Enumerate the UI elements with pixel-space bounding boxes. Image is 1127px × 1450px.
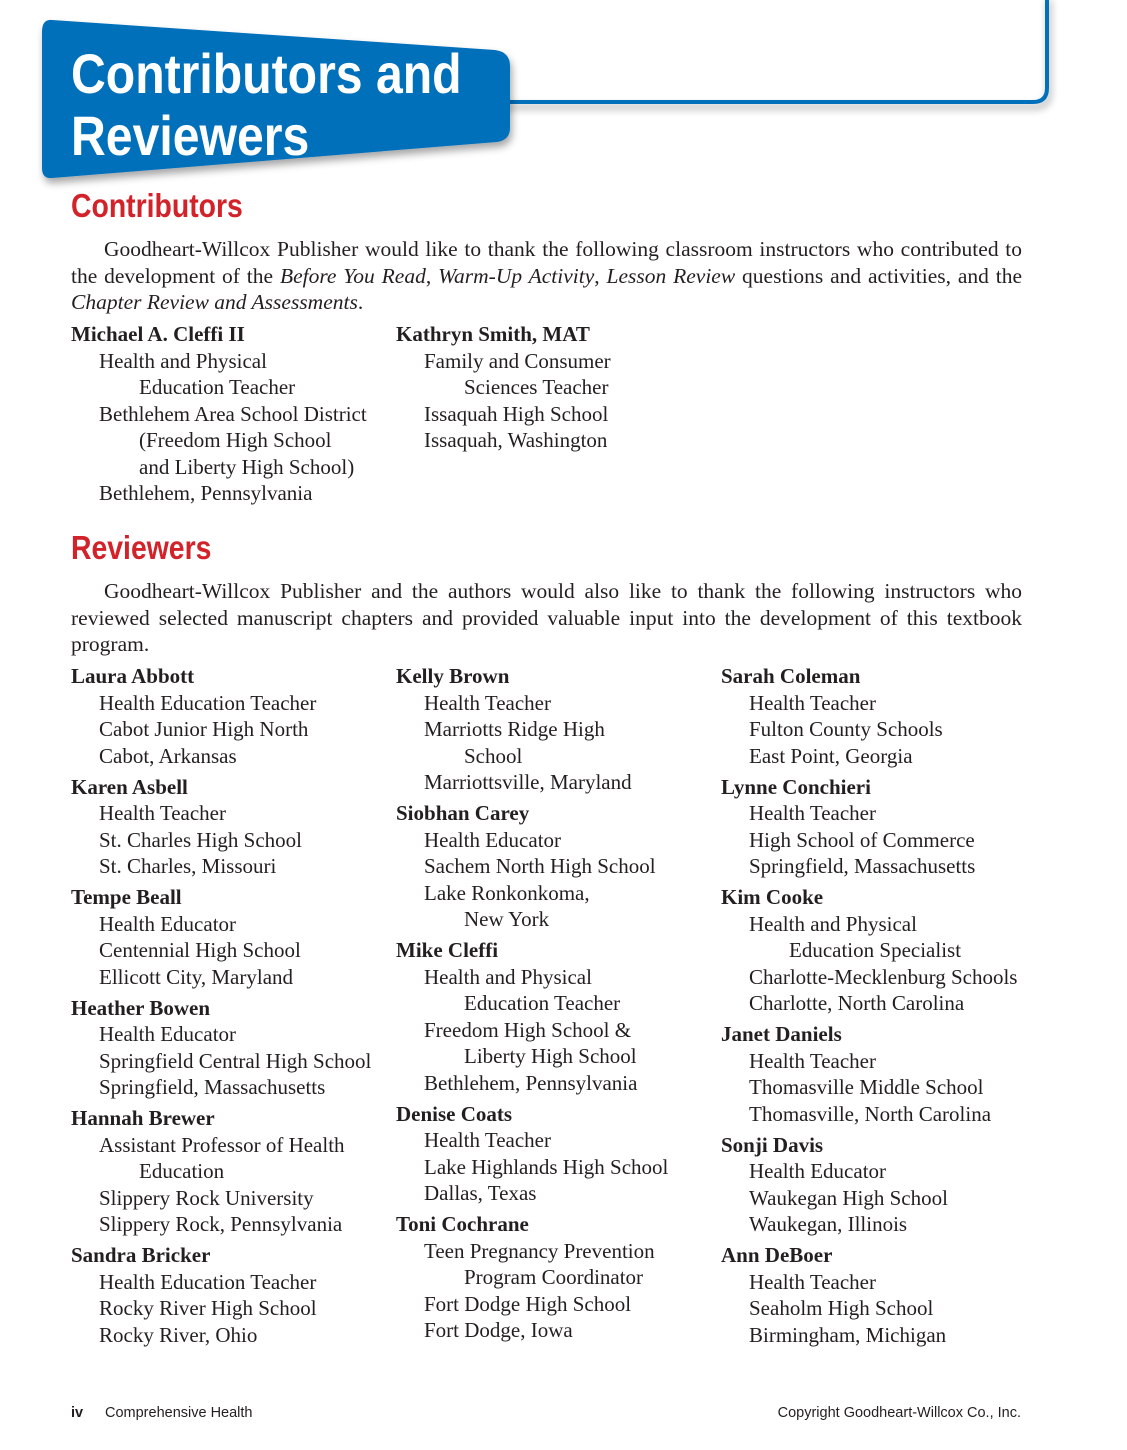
italic-title: Lesson Review bbox=[606, 263, 736, 288]
person-detail: Sciences Teacher bbox=[464, 375, 609, 399]
person-entry bbox=[721, 1242, 1041, 1348]
person-detail: Charlotte-Mecklenburg Schools bbox=[749, 964, 1018, 989]
person-name: Toni Cochrane bbox=[396, 1212, 529, 1236]
italic-title: Chapter Review and Assessments bbox=[71, 290, 358, 314]
person-name: Sandra Bricker bbox=[71, 1243, 211, 1267]
person-detail: Health Educator bbox=[749, 1159, 887, 1183]
person-detail: Health Educator bbox=[99, 911, 237, 936]
person-entry bbox=[721, 884, 1041, 1017]
contributors-heading: Contributors bbox=[71, 187, 243, 224]
reviewers-heading: Reviewers bbox=[71, 529, 212, 566]
person-detail: Rocky River, Ohio bbox=[99, 1322, 258, 1347]
person-detail: Bethlehem, Pennsylvania bbox=[99, 481, 313, 505]
header-frame bbox=[500, 0, 1047, 102]
person-name: Sarah Coleman bbox=[721, 664, 861, 688]
person-name: Ann DeBoer bbox=[721, 1243, 833, 1267]
person-entry bbox=[721, 1132, 1041, 1238]
person-detail: Health Teacher bbox=[99, 801, 226, 825]
person-entry bbox=[71, 995, 391, 1101]
person-detail: School bbox=[464, 743, 523, 768]
person-detail: Education Specialist bbox=[789, 938, 962, 962]
intro-text: , bbox=[594, 263, 607, 288]
person-detail: Marriottsville, Maryland bbox=[424, 770, 632, 794]
person-name: Denise Coats bbox=[396, 1101, 513, 1126]
person-detail: Assistant Professor of Health bbox=[99, 1132, 345, 1157]
person-name: Kathryn Smith, MAT bbox=[396, 322, 590, 346]
person-detail: Health and Physical bbox=[99, 348, 267, 373]
person-detail: High School of Commerce bbox=[749, 827, 975, 852]
person-detail: Health and Physical bbox=[424, 964, 592, 989]
book-title: Comprehensive Health bbox=[105, 1405, 253, 1421]
reviewers-column-3 bbox=[721, 663, 1041, 1353]
person-name: Tempe Beall bbox=[71, 885, 182, 909]
person-detail: Health Education Teacher bbox=[99, 690, 317, 715]
intro-text: questions and activities, and the bbox=[735, 263, 1023, 288]
intro-text: , bbox=[425, 263, 439, 288]
person-detail: Sachem North High School bbox=[424, 854, 656, 878]
person-detail: Lake Ronkonkoma, bbox=[424, 880, 590, 905]
person-entry bbox=[721, 1021, 1041, 1127]
person-detail: Waukegan High School bbox=[749, 1185, 948, 1210]
person-name: Siobhan Carey bbox=[396, 801, 530, 825]
italic-title: Warm-Up Activity bbox=[438, 263, 595, 288]
person-name: Kim Cooke bbox=[721, 885, 824, 909]
person-detail: Health Teacher bbox=[424, 690, 551, 715]
reviewers-column-2 bbox=[396, 663, 716, 1348]
person-detail: Liberty High School bbox=[464, 1044, 637, 1068]
person-name: Karen Asbell bbox=[71, 774, 188, 799]
person-entry bbox=[71, 774, 391, 880]
person-detail: East Point, Georgia bbox=[749, 743, 913, 768]
person-detail: St. Charles, Missouri bbox=[99, 854, 277, 878]
person-detail: Thomasville Middle School bbox=[749, 1075, 984, 1099]
person-detail: Waukegan, Illinois bbox=[749, 1212, 908, 1236]
person-detail: Health Teacher bbox=[424, 1128, 551, 1152]
person-detail: Slippery Rock University bbox=[99, 1185, 314, 1210]
person-detail: Fort Dodge, Iowa bbox=[424, 1318, 573, 1342]
person-detail: Health Educator bbox=[424, 827, 562, 852]
person-detail: Charlotte, North Carolina bbox=[749, 991, 965, 1015]
person-entry bbox=[396, 1101, 716, 1207]
page-title-line-2: Reviewers bbox=[71, 104, 310, 167]
copyright: Copyright Goodheart-Willcox Co., Inc. bbox=[777, 1405, 1021, 1421]
italic-title: Before You Read bbox=[279, 263, 426, 288]
person-detail: Lake Highlands High School bbox=[424, 1154, 669, 1179]
person-detail: Freedom High School & bbox=[424, 1017, 632, 1042]
person-name: Lynne Conchieri bbox=[721, 774, 871, 799]
person-detail: Dallas, Texas bbox=[424, 1181, 537, 1205]
person-detail: Education Teacher bbox=[139, 375, 296, 399]
person-entry bbox=[396, 800, 716, 933]
person-entry bbox=[396, 1211, 716, 1344]
person-detail: Health Educator bbox=[99, 1022, 237, 1046]
person-detail: Bethlehem, Pennsylvania bbox=[424, 1070, 638, 1095]
person-detail: Fulton County Schools bbox=[749, 717, 943, 741]
person-detail: Health Teacher bbox=[749, 690, 876, 715]
person-entry bbox=[71, 1242, 391, 1348]
person-entry bbox=[396, 937, 716, 1096]
person-detail: Teen Pregnancy Prevention bbox=[424, 1238, 655, 1263]
contributors-column-2 bbox=[396, 321, 716, 458]
person-name: Sonji Davis bbox=[721, 1132, 824, 1157]
person-entry bbox=[71, 663, 391, 769]
person-detail: Centennial High School bbox=[99, 938, 301, 962]
person-detail: Health Education Teacher bbox=[99, 1269, 317, 1294]
person-detail: Health Teacher bbox=[749, 1048, 876, 1073]
person-detail: Ellicott City, Maryland bbox=[99, 964, 294, 989]
person-detail: Education Teacher bbox=[464, 991, 621, 1015]
contributors-column-1 bbox=[71, 321, 391, 511]
person-detail: Seaholm High School bbox=[749, 1296, 934, 1320]
person-entry bbox=[71, 321, 391, 507]
contributors-intro bbox=[71, 236, 1022, 316]
person-detail: Family and Consumer bbox=[424, 348, 611, 373]
person-detail: Slippery Rock, Pennsylvania bbox=[99, 1212, 343, 1236]
person-detail: Health Teacher bbox=[749, 801, 876, 825]
intro-text: Goodheart-Willcox Publisher would like to thank the following classroom instructors who contributed to the development of the bbox=[71, 237, 1022, 288]
person-detail: Health Teacher bbox=[749, 1269, 876, 1294]
person-entry bbox=[396, 321, 716, 454]
page-title-line-1: Contributors and bbox=[71, 42, 462, 105]
person-detail: Springfield, Massachusetts bbox=[99, 1075, 326, 1099]
person-detail: Birmingham, Michigan bbox=[749, 1322, 947, 1347]
reviewers-column-1 bbox=[71, 663, 391, 1353]
person-name: Mike Cleffi bbox=[396, 938, 499, 962]
person-entry bbox=[721, 774, 1041, 880]
person-detail: Springfield Central High School bbox=[99, 1048, 372, 1073]
person-name: Kelly Brown bbox=[396, 664, 510, 688]
person-entry bbox=[721, 663, 1041, 769]
person-detail: Issaquah High School bbox=[424, 401, 609, 426]
person-entry bbox=[71, 884, 391, 990]
person-detail: Health and Physical bbox=[749, 911, 917, 936]
person-detail: Issaquah, Washington bbox=[424, 428, 608, 452]
reviewers-intro: Goodheart-Willcox Publisher and the authors would also like to thank the following instructors who reviewed selected manuscript chapters and provided valuable input into the development of this textbook program. bbox=[71, 579, 1022, 656]
person-detail: Springfield, Massachusetts bbox=[749, 854, 976, 878]
person-detail: Bethlehem Area School District bbox=[99, 401, 367, 426]
person-detail: Fort Dodge High School bbox=[424, 1291, 632, 1316]
person-name: Michael A. Cleffi II bbox=[71, 322, 245, 346]
page-number: iv bbox=[71, 1405, 84, 1421]
person-name: Hannah Brewer bbox=[71, 1106, 215, 1130]
person-name: Heather Bowen bbox=[71, 995, 211, 1020]
person-detail: St. Charles High School bbox=[99, 827, 302, 852]
person-detail: Cabot, Arkansas bbox=[99, 743, 237, 768]
person-detail: and Liberty High School) bbox=[139, 454, 355, 479]
person-detail: Education bbox=[139, 1159, 225, 1183]
person-detail: Program Coordinator bbox=[464, 1265, 644, 1289]
person-detail: New York bbox=[464, 907, 550, 931]
person-name: Laura Abbott bbox=[71, 664, 195, 688]
intro-text: . bbox=[357, 290, 364, 314]
person-entry bbox=[71, 1105, 391, 1238]
person-detail: Rocky River High School bbox=[99, 1296, 317, 1320]
person-detail: Cabot Junior High North bbox=[99, 717, 309, 741]
person-detail: Marriotts Ridge High bbox=[424, 717, 605, 741]
person-entry bbox=[396, 663, 716, 796]
person-name: Janet Daniels bbox=[721, 1022, 842, 1046]
person-detail: Thomasville, North Carolina bbox=[749, 1101, 992, 1126]
person-detail: (Freedom High School bbox=[139, 428, 332, 452]
